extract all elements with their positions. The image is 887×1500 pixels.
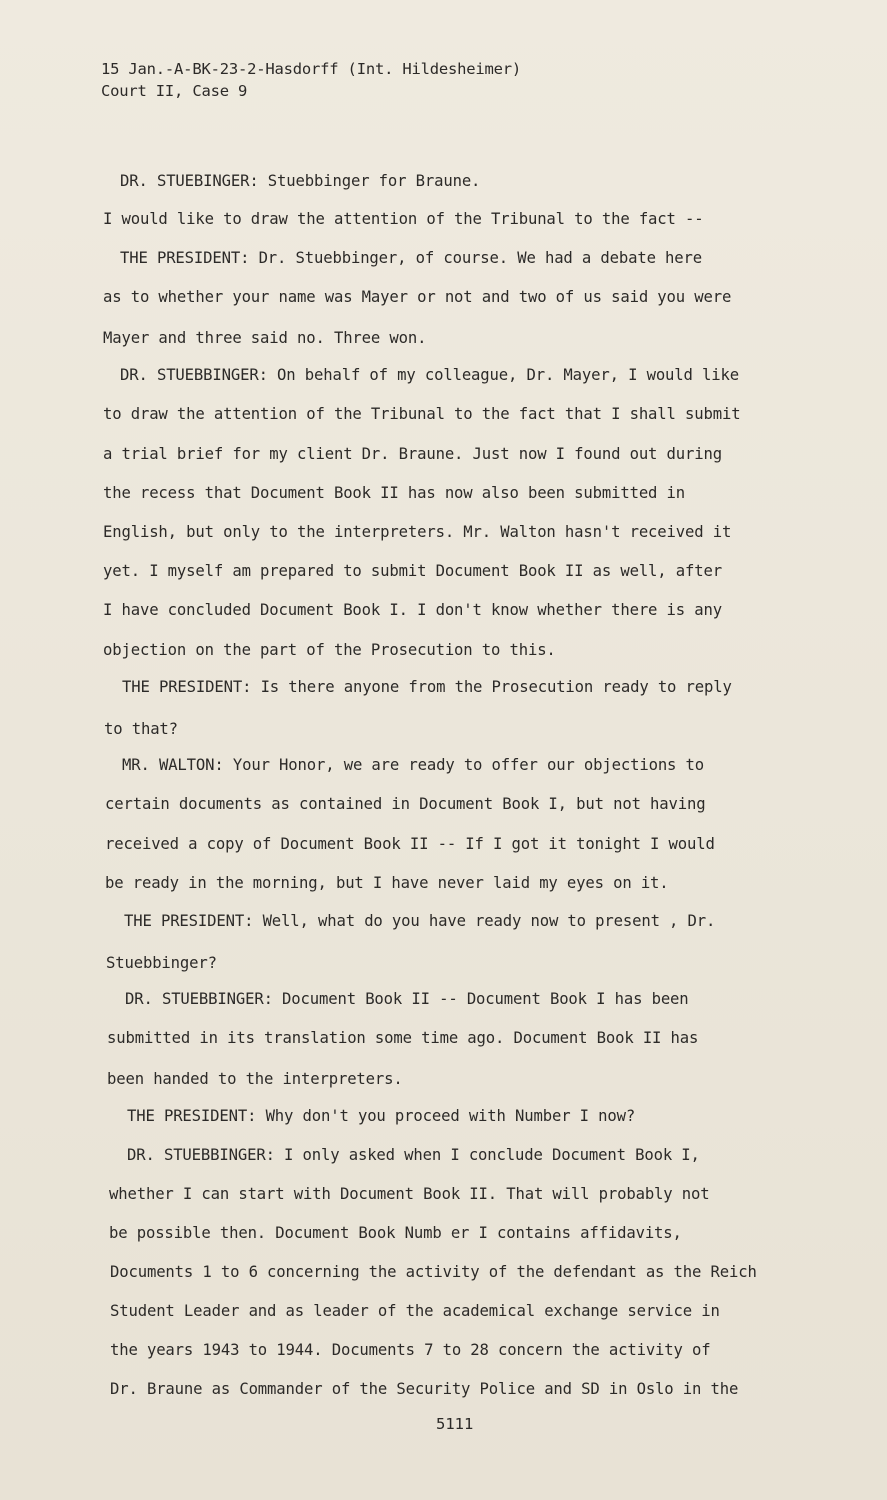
transcript-line: objection on the part of the Prosecution to this. <box>103 641 556 659</box>
header-reference-line: 15 Jan.-A-BK-23-2-Hasdorff (Int. Hildesheimer) <box>101 60 522 78</box>
transcript-line: Stuebbinger? <box>106 954 217 972</box>
transcript-line: a trial brief for my client Dr. Braune. Just now I found out during <box>103 445 722 463</box>
transcript-line: whether I can start with Document Book II. That will probably not <box>109 1185 710 1203</box>
transcript-line: certain documents as contained in Document Book I, but not having <box>105 795 706 813</box>
header-court-line: Court II, Case 9 <box>101 82 248 100</box>
transcript-line: DR. STUEBBINGER: On behalf of my colleague, Dr. Mayer, I would like <box>120 366 739 384</box>
transcript-line: to that? <box>104 720 178 738</box>
transcript-line: I have concluded Document Book I. I don't know whether there is any <box>103 601 722 619</box>
transcript-line: THE PRESIDENT: Why don't you proceed with Number I now? <box>127 1107 636 1125</box>
transcript-line: Documents 1 to 6 concerning the activity of the defendant as the Reich <box>110 1263 757 1281</box>
page-header <box>101 58 521 102</box>
transcript-line: Student Leader and as leader of the academical exchange service in <box>110 1302 720 1320</box>
transcript-line: DR. STUEBBINGER: Document Book II -- Document Book I has been <box>125 990 689 1008</box>
transcript-line: as to whether your name was Mayer or not and two of us said you were <box>103 288 732 306</box>
transcript-line: Mayer and three said no. Three won. <box>103 329 427 347</box>
transcript-line: English, but only to the interpreters. Mr. Walton hasn't received it <box>103 523 732 541</box>
transcript-line: Dr. Braune as Commander of the Security Police and SD in Oslo in the <box>110 1380 739 1398</box>
transcript-line: yet. I myself am prepared to submit Document Book II as well, after <box>103 562 722 580</box>
page-number: 5111 <box>436 1415 474 1433</box>
transcript-line: THE PRESIDENT: Is there anyone from the Prosecution ready to reply <box>122 678 732 696</box>
transcript-line: the recess that Document Book II has now also been submitted in <box>103 484 686 502</box>
transcript-line: THE PRESIDENT: Dr. Stuebbinger, of course. We had a debate here <box>120 249 703 267</box>
transcript-line: MR. WALTON: Your Honor, we are ready to offer our objections to <box>122 756 705 774</box>
transcript-line: received a copy of Document Book II -- If I got it tonight I would <box>105 835 715 853</box>
transcript-line: THE PRESIDENT: Well, what do you have ready now to present , Dr. <box>124 912 716 930</box>
transcript-line: submitted in its translation some time ago. Document Book II has <box>107 1029 699 1047</box>
transcript-line: DR. STUEBBINGER: I only asked when I conclude Document Book I, <box>127 1146 700 1164</box>
transcript-line: to draw the attention of the Tribunal to the fact that I shall submit <box>103 405 741 423</box>
transcript-line: DR. STUEBINGER: Stuebbinger for Braune. <box>120 172 481 190</box>
transcript-line: be possible then. Document Book Numb er I contains affidavits, <box>109 1224 682 1242</box>
transcript-line: been handed to the interpreters. <box>107 1070 403 1088</box>
transcript-line: the years 1943 to 1944. Documents 7 to 28 concern the activity of <box>110 1341 711 1359</box>
transcript-line: I would like to draw the attention of the Tribunal to the fact -- <box>103 210 704 228</box>
transcript-line: be ready in the morning, but I have never laid my eyes on it. <box>105 874 669 892</box>
